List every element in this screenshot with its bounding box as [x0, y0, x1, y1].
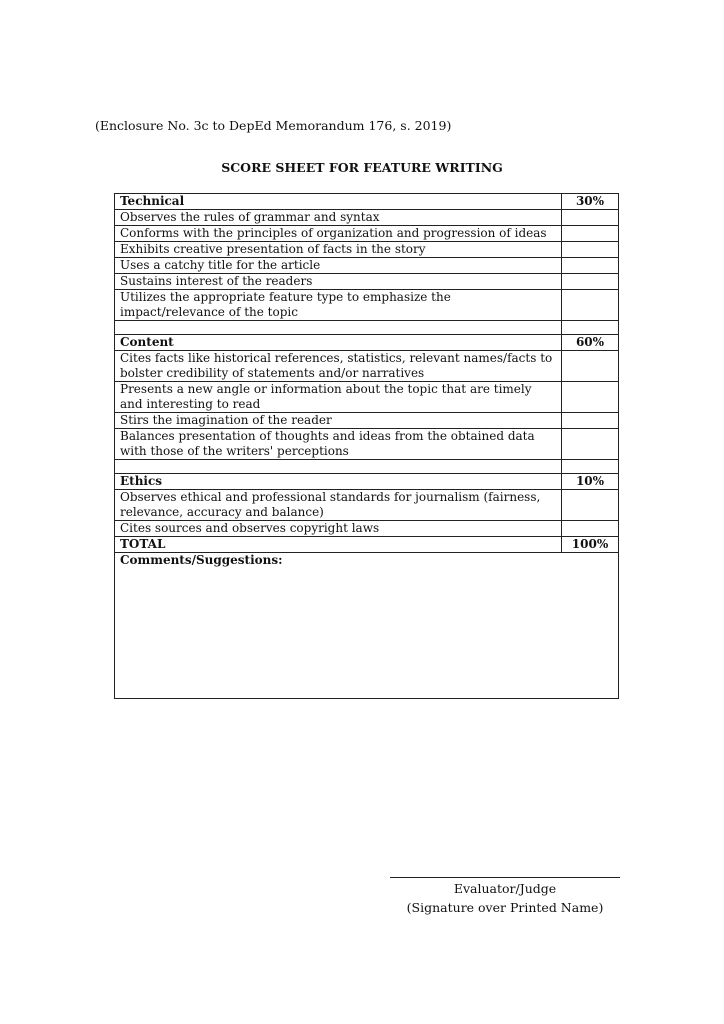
comments-box: Comments/Suggestions: [115, 553, 619, 699]
score-cell [562, 490, 619, 521]
total-label: TOTAL [115, 537, 562, 553]
criterion-row [115, 429, 619, 460]
criterion-text: Exhibits creative presentation of facts in the story [115, 242, 562, 258]
spacer-cell [115, 460, 562, 474]
section-label: Ethics [115, 474, 562, 490]
spacer-cell [562, 321, 619, 335]
criterion-text: Presents a new angle or information about the topic that are timely and interesting to read [115, 382, 562, 413]
criterion-text: Stirs the imagination of the reader [115, 413, 562, 429]
section-header-technical [115, 194, 619, 210]
criterion-row [115, 210, 619, 226]
criterion-text: Utilizes the appropriate feature type to emphasize the impact/relevance of the topic [115, 290, 562, 321]
criterion-row [115, 274, 619, 290]
total-weight: 100% [562, 537, 619, 553]
section-header-ethics [115, 474, 619, 490]
score-cell [562, 351, 619, 382]
spacer-cell [562, 460, 619, 474]
score-cell [562, 258, 619, 274]
enclosure-note: (Enclosure No. 3c to DepEd Memorandum 176, s. 2019) [95, 118, 452, 133]
score-sheet-table [114, 193, 619, 699]
score-cell [562, 413, 619, 429]
criterion-row [115, 258, 619, 274]
section-label: Technical [115, 194, 562, 210]
spacer-row [115, 460, 619, 474]
signature-line [390, 877, 620, 878]
criterion-row [115, 351, 619, 382]
criterion-row [115, 382, 619, 413]
criterion-text: Observes the rules of grammar and syntax [115, 210, 562, 226]
spacer-cell [115, 321, 562, 335]
section-label: Content [115, 335, 562, 351]
score-cell [562, 382, 619, 413]
score-cell [562, 226, 619, 242]
spacer-row [115, 321, 619, 335]
score-cell [562, 290, 619, 321]
signature-role: Evaluator/Judge [453, 881, 557, 896]
score-cell [562, 242, 619, 258]
criterion-row [115, 242, 619, 258]
criterion-text: Balances presentation of thoughts and ideas from the obtained data with those of the writers' perceptions [115, 429, 562, 460]
score-cell [562, 274, 619, 290]
criterion-text: Cites facts like historical references, statistics, relevant names/facts to bolster credibility of statements and/or narratives [115, 351, 562, 382]
criterion-row [115, 490, 619, 521]
criterion-row [115, 290, 619, 321]
section-weight: 30% [562, 194, 619, 210]
total-row [115, 537, 619, 553]
criterion-row [115, 521, 619, 537]
score-cell [562, 210, 619, 226]
section-weight: 60% [562, 335, 619, 351]
page-title: SCORE SHEET FOR FEATURE WRITING [221, 160, 503, 175]
section-weight: 10% [562, 474, 619, 490]
comments-row [115, 553, 619, 699]
criterion-text: Cites sources and observes copyright laws [115, 521, 562, 537]
criterion-text: Sustains interest of the readers [115, 274, 562, 290]
signature-note: (Signature over Printed Name) [406, 900, 604, 915]
section-header-content [115, 335, 619, 351]
criterion-text: Conforms with the principles of organization and progression of ideas [115, 226, 562, 242]
criterion-text: Uses a catchy title for the article [115, 258, 562, 274]
score-cell [562, 521, 619, 537]
criterion-text: Observes ethical and professional standards for journalism (fairness, relevance, accuracy and balance) [115, 490, 562, 521]
criterion-row [115, 413, 619, 429]
score-cell [562, 429, 619, 460]
criterion-row [115, 226, 619, 242]
